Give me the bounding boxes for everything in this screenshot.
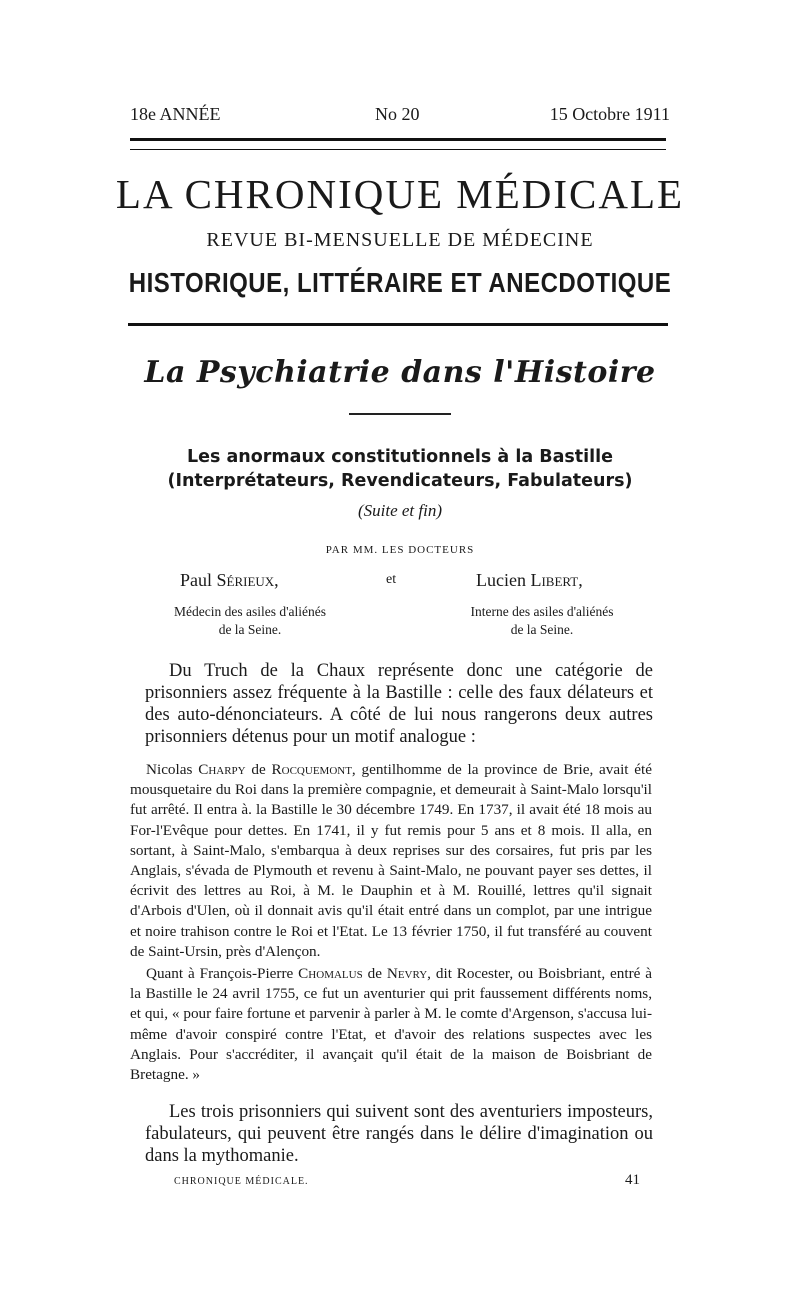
header-double-rule [130, 138, 666, 150]
journal-title: LA CHRONIQUE MÉDICALE [115, 171, 685, 217]
p2-text: gentilhomme de la province de Brie, avait été mousquetaire du Roi dans la première compagnie, et demeurait à Saint-Malo lorsqu'il fut arrêté. Il entra à. la Bastille le 30 décembre 1749. En 1737, il avait été 18 mois au For-l'Evêque pour dettes. En 1741, il y fut remis pour 5 ans et 8 mois. Il alla, en sortant, à Saint-Malo, s'embarqua à deux reprises sur des corsaires, fut pris par les Anglais, s'évada de Plymouth et revenu à Saint-Malo, ne pouvant payer ses dettes, il écrivit des lettres au Roi, à M. le Dauphin et à M. Rouillé, lettres qu'il signait d'Arbois d'Ulen, où il donnait avis qu'il était entré dans un complot, par une intrigue et noire trahison contre le Roi et l'Etat. Le 13 février 1750, il fut transféré au couvent de Saint-Ursin, près d'Alençon. [130, 761, 653, 960]
p2-de: de [251, 761, 266, 778]
article-suite-note: (Suite et fin) [357, 501, 443, 520]
section-title: La Psychiatrie dans l'Histoire [144, 355, 656, 390]
p3-de: de [367, 965, 382, 982]
article-title [0, 445, 800, 493]
p3-place: Nevry, [386, 965, 431, 982]
article-title-line2: (Interprétateurs, Revendicateurs, Fabulateurs) [167, 471, 633, 491]
p3-surname: Chomalus [298, 965, 363, 982]
author1-affiliation [130, 603, 370, 639]
header-issue-number: No 20 [375, 104, 420, 124]
body-paragraph-4: Les trois prisonniers qui suivent sont des aventuriers imposteurs, fabulateurs, qui peuvent être rangés dans le délire d'imagination ou dans la mythomanie. [145, 1102, 653, 1166]
p3-lead: Quant à François-Pierre [146, 965, 294, 982]
author1-name [180, 570, 279, 591]
author1-last-name: Sérieux, [216, 570, 279, 590]
header-date: 15 Octobre 1911 [549, 104, 670, 124]
author2-first-name: Lucien [476, 570, 526, 590]
footer-page-number: 41 [625, 1172, 640, 1188]
body-paragraph-2 [130, 760, 652, 962]
section-divider [349, 413, 451, 415]
author2-last-name: Libert, [530, 570, 583, 590]
author1-affiliation-line2: de la Seine. [218, 622, 282, 637]
journal-subtitle-line1: REVUE BI-MENSUELLE DE MÉDECINE [206, 229, 594, 251]
journal-subtitle-line2: HISTORIQUE, LITTÉRAIRE ET ANECDOTIQUE [128, 267, 672, 299]
authors-conjunction: et [386, 572, 397, 587]
footer-journal-name: CHRONIQUE MÉDICALE. [174, 1176, 309, 1187]
body-paragraph-3 [130, 964, 652, 1085]
header-year: 18e ANNÉE [130, 104, 221, 124]
body-paragraph-1: Du Truch de la Chaux représente donc une catégorie de prisonniers assez fréquente à la Bastille : celle des faux délateurs et des auto-dénonciateurs. A côté de lui nous rangerons deux autres prisonniers détenus pour un motif analogue : [145, 661, 653, 747]
author2-name [476, 570, 583, 591]
p2-surname: Charpy [198, 761, 246, 778]
masthead-rule [128, 323, 668, 326]
p2-name: Nicolas [146, 761, 193, 778]
article-byline-intro: PAR MM. LES DOCTEURS [325, 544, 475, 556]
p2-place: Rocquemont, [271, 761, 356, 778]
article-title-line1: Les anormaux constitutionnels à la Bastille [186, 447, 614, 467]
author2-affiliation-line1: Interne des asiles d'aliénés [470, 604, 614, 619]
author2-affiliation [432, 603, 652, 639]
p3-text: dit Rocester, ou Boisbriant, entré à la Bastille le 24 avril 1755, ce fut un aventurier qui prit faussement différents noms, et qui, « pour faire fortune et parvenir à parler à M. le comte d'Argenson, s'accusa lui-même d'avoir conspiré contre l'Etat, et d'avoir des relations suspectes avec les Anglais. Pour s'accréditer, il avançait qu'il était de la maison de Boisbriant de Bretagne. » [130, 965, 653, 1084]
author1-affiliation-line1: Médecin des asiles d'aliénés [173, 604, 326, 619]
author2-affiliation-line2: de la Seine. [510, 622, 574, 637]
author1-first-name: Paul [180, 570, 213, 590]
